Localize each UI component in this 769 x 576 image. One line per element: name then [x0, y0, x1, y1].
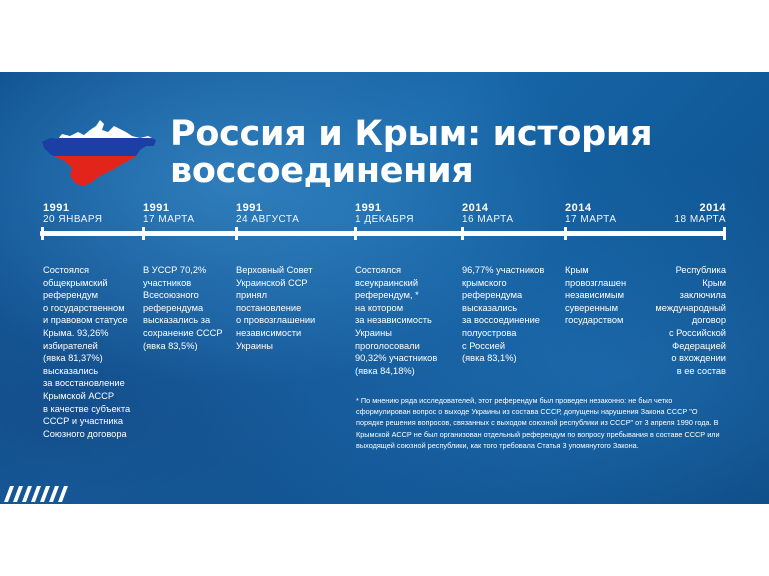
event-year: 1991: [236, 202, 263, 214]
event-description: Республика Крым заключила международный договор с Российской Федерацией о вхождении в ее состав: [655, 265, 726, 376]
event-description: Состоялся общекрымский референдум о государственном и правовом статусе Крыма. 93,26% избирателей (явка 81,37%) высказались за восстановление Крымской АССР в качестве субъекта СССР и участника Союзного договора: [43, 265, 131, 439]
event-description: В УССР 70,2% участников Всесоюзного референдума высказались за сохранение СССР (явка 83,5%): [143, 265, 223, 351]
event-day: 17 МАРТА: [143, 214, 195, 225]
timeline-tick: [461, 227, 464, 240]
event-date: [355, 202, 414, 226]
event-description: 96,77% участников крымского референдума высказались за воссоединение полуострова с Россией (явка 83,1%): [462, 265, 545, 364]
infographic-panel: [0, 72, 769, 504]
timeline-tick: [235, 227, 238, 240]
timeline-tick: [41, 227, 44, 240]
event-day: 17 МАРТА: [565, 214, 617, 225]
event-year: 1991: [43, 202, 70, 214]
event-description: Крым провозглашен независимым суверенным государством: [565, 265, 627, 326]
timeline-tick: [723, 227, 726, 240]
event-day: 24 АВГУСТА: [236, 214, 300, 225]
event-date: [43, 202, 103, 226]
event-year: 1991: [355, 202, 382, 214]
event-day: 16 МАРТА: [462, 214, 514, 225]
decorative-stripes-icon: [0, 486, 70, 502]
event-year: 2014: [699, 202, 726, 214]
footnote: * По мнению ряда исследователей, этот референдум был проведен незаконно: не был четко сформулирован вопрос о выходе Украины из состава СССР, допущены нарушения Закона СССР "О порядке решения вопросов, связанных с выходом союзной республики из СССР" от 3 апреля 1990 года. В Крымской АССР не был организован отдельный референдум по вопросу пребывания в составе СССР или выходящей союзной республики, как того требовала Статья 3 упомянутого Закона.: [356, 396, 720, 450]
event-date: [236, 202, 299, 226]
event-year: 2014: [462, 202, 489, 214]
event-day: 18 МАРТА: [674, 214, 726, 225]
event-description: Состоялся всеукраинский референдум, * на котором за независимость Украины проголосовали 90,32% участников (явка 84,18%): [355, 265, 438, 376]
timeline-tick: [564, 227, 567, 240]
event-description: Верховный Совет Украинской ССР принял постановление о провозглашении независимости Украины: [236, 265, 316, 351]
event-day: 20 ЯНВАРЯ: [43, 214, 103, 225]
timeline-tick: [142, 227, 145, 240]
crimea-map-russian-flag-icon: [40, 112, 158, 188]
page-title: Россия и Крым: история воссоединения: [170, 114, 653, 191]
event-date: [462, 202, 514, 226]
event-date: [143, 202, 195, 226]
timeline-tick: [354, 227, 357, 240]
event-day: 1 ДЕКАБРЯ: [355, 214, 415, 225]
event-date: [646, 202, 726, 226]
event-date: [565, 202, 617, 226]
event-year: 1991: [143, 202, 170, 214]
event-year: 2014: [565, 202, 592, 214]
